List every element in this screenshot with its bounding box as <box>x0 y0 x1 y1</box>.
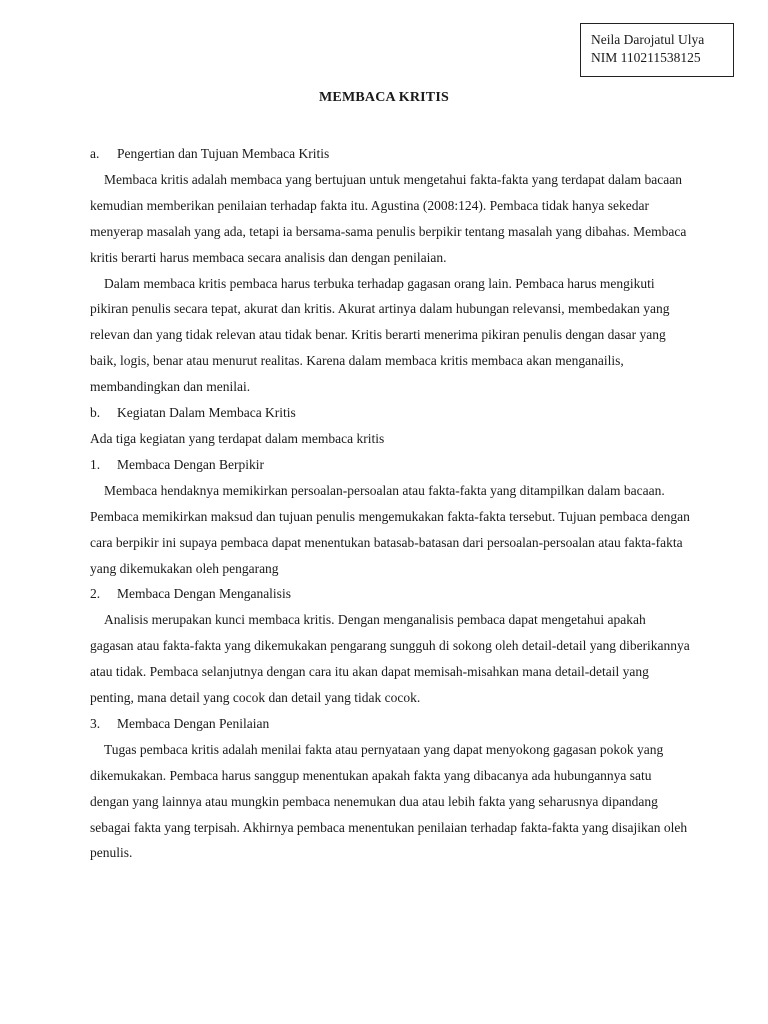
section-a-marker: a. <box>90 146 100 161</box>
section-a-heading <box>90 141 690 167</box>
section-b-marker: b. <box>90 405 101 421</box>
section-a-title: Pengertian dan Tujuan Membaca Kritis <box>117 146 330 161</box>
item-3-heading <box>90 711 690 737</box>
document-body <box>90 141 690 866</box>
item-1-paragraph: Membaca hendaknya memikirkan persoalan-persoalan atau fakta-fakta yang ditampilkan dalam bacaan. Pembaca memikirkan maksud dan tujuan penulis mengemukakan fakta-fakta tersebut. Tujuan pembaca dengan cara berpikir ini supaya pembaca dapat menentukan batasab-batasan dari persoalan-persoalan atau fakta-fakta yang dikemukakan oleh pengarang <box>90 482 690 576</box>
item-1-heading <box>90 452 690 478</box>
item-2-title: Membaca Dengan Menganalisis <box>117 586 291 602</box>
document-title: MEMBACA KRITIS <box>319 90 449 105</box>
item-2-heading <box>90 581 690 607</box>
section-b-intro: Ada tiga kegiatan yang terdapat dalam membaca kritis <box>90 430 385 446</box>
item-2-marker: 2. <box>90 586 101 602</box>
student-name: Neila Darojatul Ulya <box>591 32 705 47</box>
item-3-paragraph: Tugas pembaca kritis adalah menilai fakta atau pernyataan yang dapat menyokong gagasan pokok yang dikemukakan. Pembaca harus sanggup menentukan apakah fakta yang dibacanya ada hubungannya satu dengan yang lainnya atau mungkin pembaca nenemukan dua atau lebih fakta yang seharusnya dipandang sebagai fakta yang terpisah. Akhirnya pembaca menentukan penilaian terhadap fakta-fakta yang disajikan oleh penulis. <box>90 741 688 861</box>
item-3-title: Membaca Dengan Penilaian <box>117 715 270 731</box>
section-a-paragraph-2: Dalam membaca kritis pembaca harus terbuka terhadap gagasan orang lain. Pembaca harus mengikuti pikiran penulis secara tepat, akurat dan kritis. Akurat artinya dalam hubungan relevansi, membedakan yang relevan dan yang tidak relevan atau tidak benar. Kritis berarti menerima pikiran penulis dengan dasar yang baik, logis, benar atau menurut realitas. Karena dalam membaca kritis membaca akan menganailis, membandingkan dan menilai. <box>90 275 670 395</box>
item-1-title: Membaca Dengan Berpikir <box>117 456 264 472</box>
item-3-marker: 3. <box>90 715 101 731</box>
section-a-paragraph-1: Membaca kritis adalah membaca yang bertujuan untuk mengetahui fakta-fakta yang terdapat dalam bacaan kemudian memberikan penilaian terhadap fakta itu. Agustina (2008:124). Pembaca tidak hanya sekedar menyerap masalah yang ada, tetapi ia bersama-sama penulis berpikir tentang masalah yang dibahas. Membaca kritis berarti harus membaca secara analisis dan dengan penilaian. <box>90 171 687 265</box>
student-nim: NIM 110211538125 <box>591 50 701 65</box>
item-1-marker: 1. <box>90 456 101 472</box>
student-id-box <box>580 23 734 77</box>
item-2-paragraph: Analisis merupakan kunci membaca kritis. Dengan menganalisis pembaca dapat mengetahui apakah gagasan atau fakta-fakta yang dikemukakan pengarang sungguh di sokong oleh detail-detail yang diberikannya atau tidak. Pembaca selanjutnya dengan cara itu akan dapat memisah-misahkan mana detail-detail yang penting, mana detail yang cocok dan detail yang tidak cocok. <box>90 612 690 706</box>
section-b-title: Kegiatan Dalam Membaca Kritis <box>117 405 296 421</box>
section-b-heading <box>90 400 690 426</box>
